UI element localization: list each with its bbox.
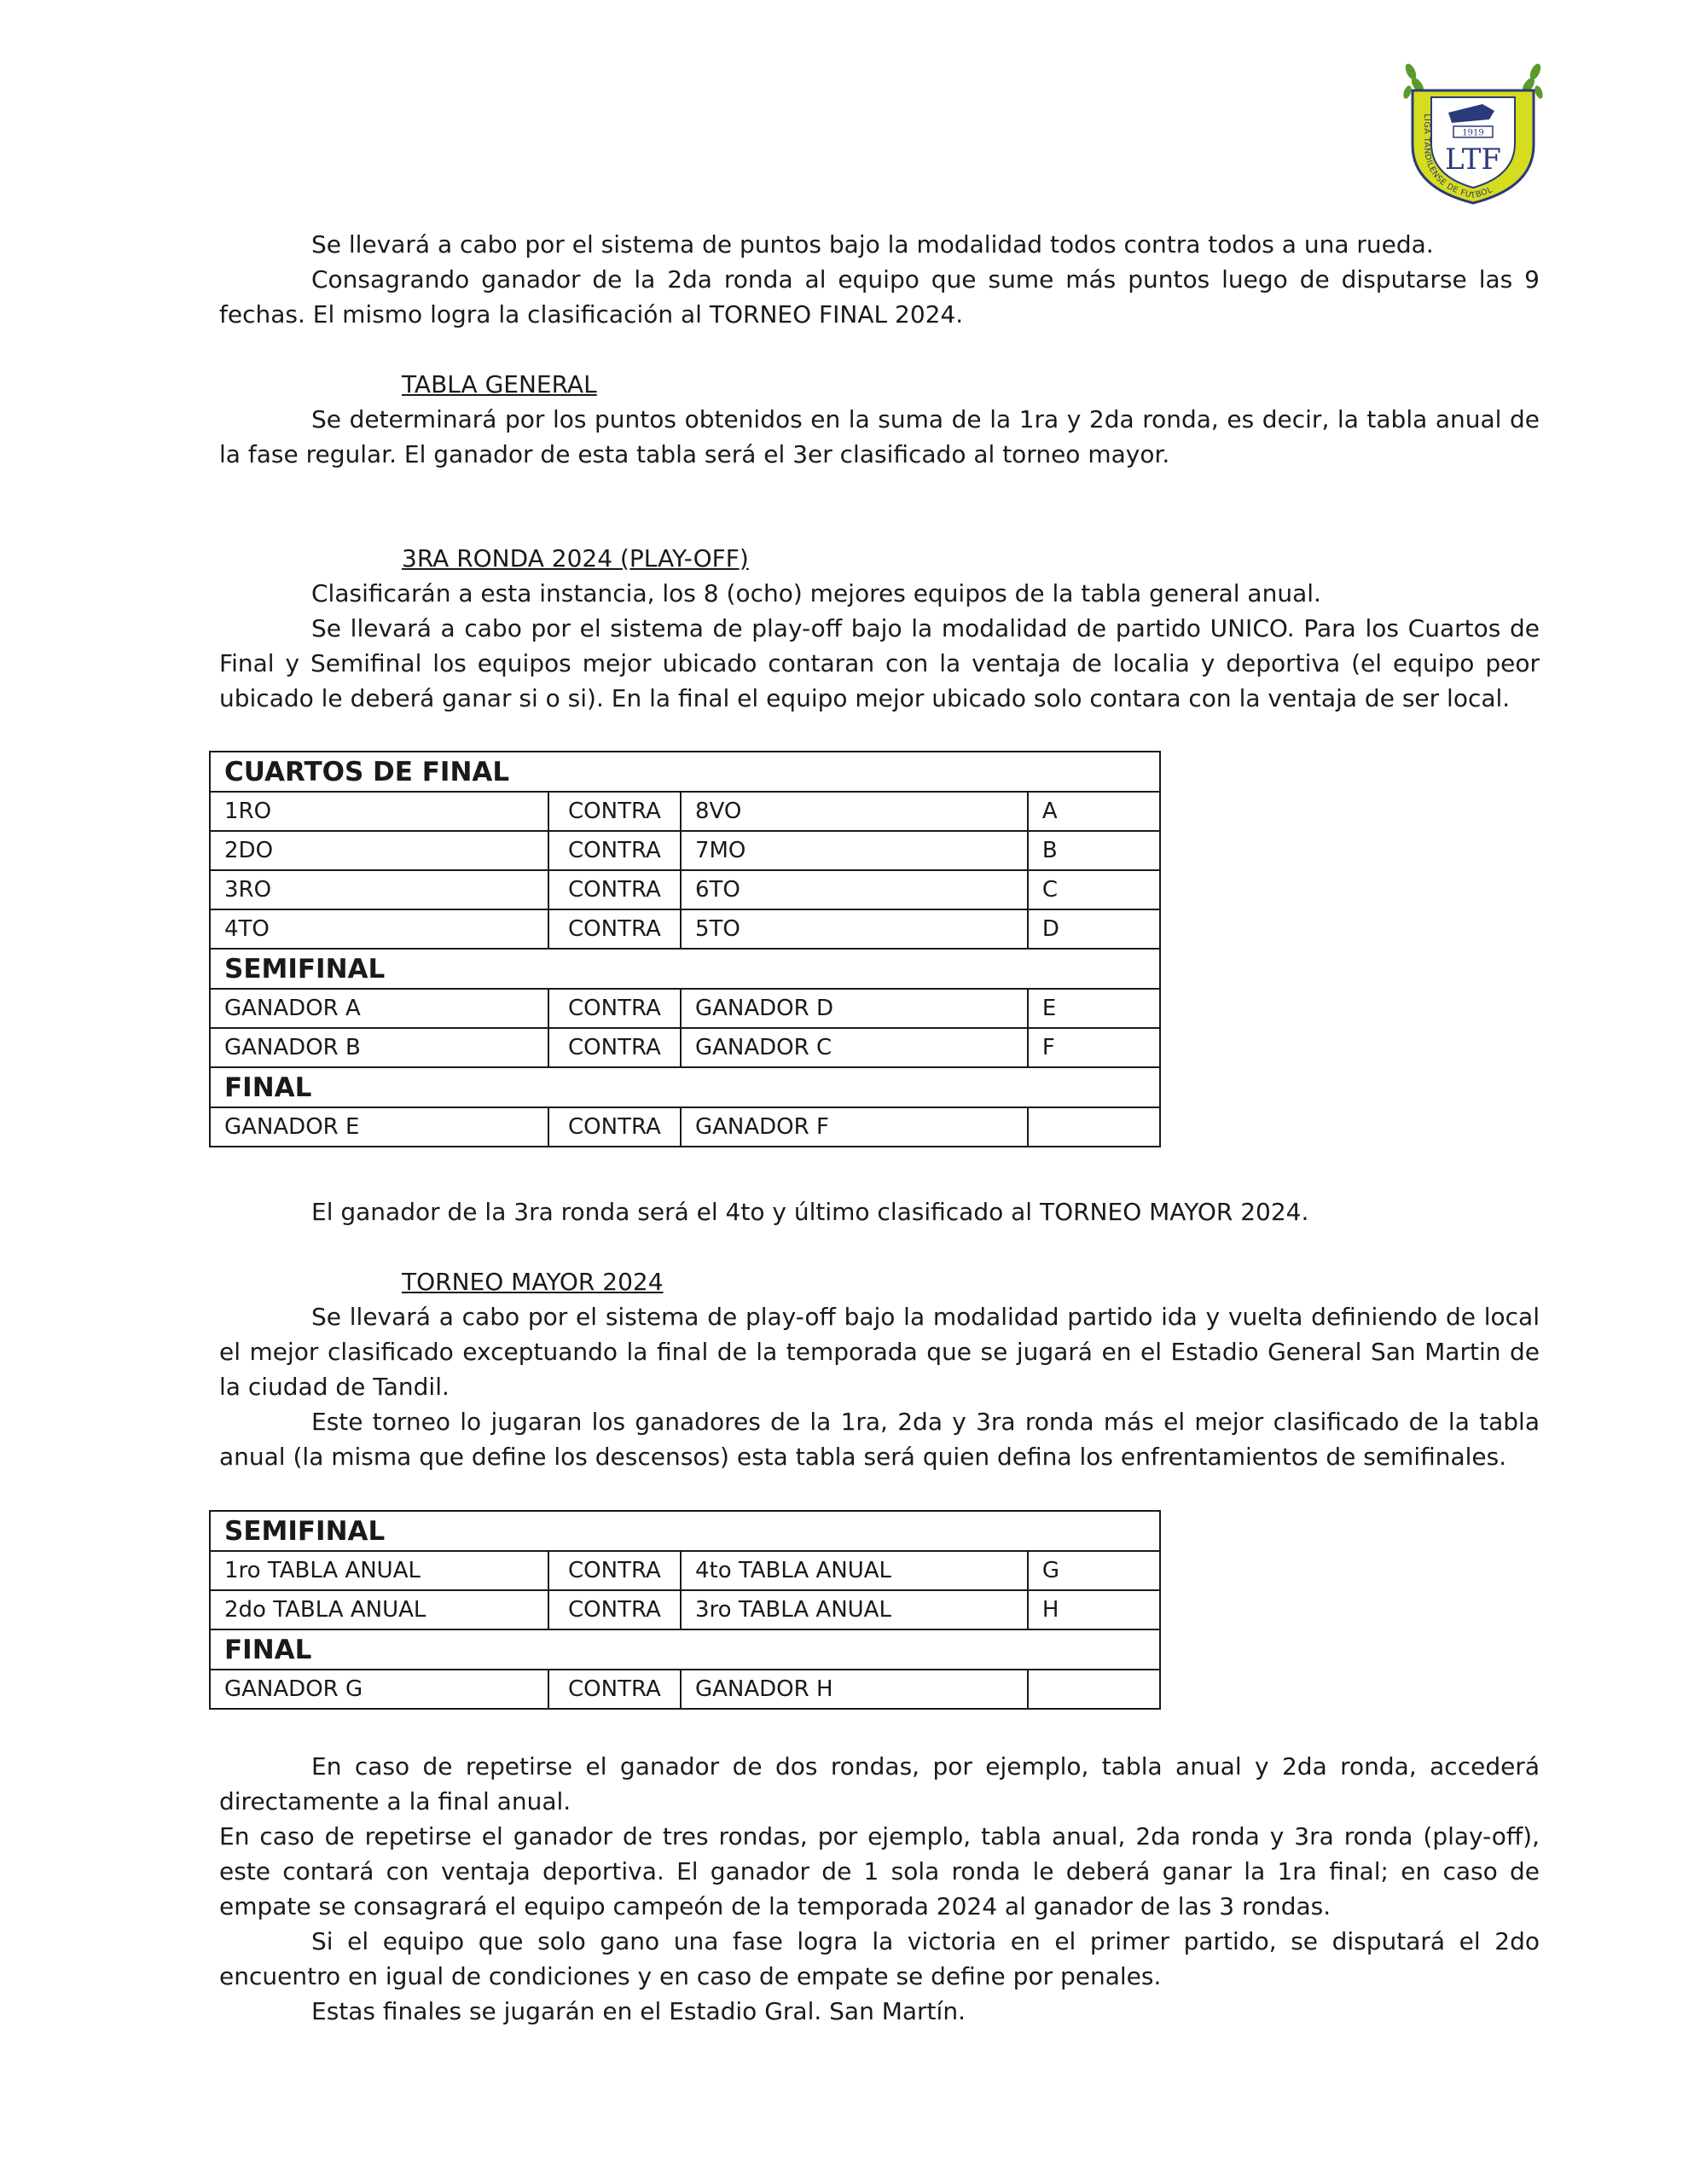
table-cell: F <box>1028 1028 1160 1067</box>
table-cell: 1ro TABLA ANUAL <box>210 1551 548 1590</box>
table-cell: GANADOR F <box>681 1107 1028 1147</box>
table-cell: 2do TABLA ANUAL <box>210 1590 548 1629</box>
table-section-title: SEMIFINAL <box>210 1511 1160 1551</box>
paragraph: Se llevará a cabo por el sistema de play-off bajo la modalidad partido ida y vuelta definiendo de local el mejor clasificado exceptuando la final de la temporada que se jugará en el Estadio General San Martin de la ciudad de Tandil. <box>219 1303 1540 1401</box>
table-cell: CONTRA <box>548 1107 681 1147</box>
table-cell: GANADOR A <box>210 989 548 1028</box>
second-round-section <box>219 227 1540 332</box>
table-cell: 4TO <box>210 909 548 949</box>
table-cell: GANADOR D <box>681 989 1028 1028</box>
closing-section <box>219 1749 1540 2029</box>
table-section-title: FINAL <box>210 1629 1160 1670</box>
section-heading: TABLA GENERAL <box>402 370 597 398</box>
paragraph: Este torneo lo jugaran los ganadores de la 1ra, 2da y 3ra ronda más el mejor clasificado de la tabla anual (la misma que define los descensos) esta tabla será quien defina los enfrentamientos de semifinales. <box>219 1408 1540 1471</box>
table-row <box>210 989 1160 1028</box>
paragraph: Se llevará a cabo por el sistema de puntos bajo la modalidad todos contra todos a una rueda. <box>311 230 1434 258</box>
section-heading: 3RA RONDA 2024 (PLAY-OFF) <box>402 544 749 572</box>
table-cell: CONTRA <box>548 870 681 909</box>
table-cell: GANADOR H <box>681 1670 1028 1709</box>
table-cell: D <box>1028 909 1160 949</box>
table-row <box>210 1107 1160 1147</box>
logo-monogram: LTF <box>1444 142 1502 177</box>
table-row <box>210 831 1160 870</box>
table-section-title: CUARTOS DE FINAL <box>210 752 1160 792</box>
table-row <box>210 909 1160 949</box>
table-cell: 7MO <box>681 831 1028 870</box>
table-cell: CONTRA <box>548 1551 681 1590</box>
table-cell: CONTRA <box>548 1028 681 1067</box>
section-heading: TORNEO MAYOR 2024 <box>402 1268 664 1296</box>
torneo-mayor-table <box>209 1510 1161 1710</box>
ltf-logo <box>1401 60 1546 205</box>
table-cell: 3ro TABLA ANUAL <box>681 1590 1028 1629</box>
table-cell: H <box>1028 1590 1160 1629</box>
table-cell: 6TO <box>681 870 1028 909</box>
table-row <box>210 870 1160 909</box>
paragraph: Se determinará por los puntos obtenidos en la suma de la 1ra y 2da ronda, es decir, la tabla anual de la fase regular. El ganador de esta tabla será el 3er clasificado al torneo mayor. <box>219 405 1540 468</box>
table-section-title: SEMIFINAL <box>210 949 1160 989</box>
table-cell: GANADOR G <box>210 1670 548 1709</box>
table-cell: CONTRA <box>548 1670 681 1709</box>
table-cell: CONTRA <box>548 792 681 831</box>
third-round-winner-note <box>219 1194 1540 1229</box>
third-round-section <box>219 541 1540 716</box>
table-cell: GANADOR B <box>210 1028 548 1067</box>
table-cell <box>1028 1670 1160 1709</box>
paragraph: Clasificarán a esta instancia, los 8 (ocho) mejores equipos de la tabla general anual. <box>311 579 1321 607</box>
table-cell: GANADOR E <box>210 1107 548 1147</box>
table-row <box>210 792 1160 831</box>
torneo-mayor-section <box>219 1264 1540 1474</box>
table-cell: GANADOR C <box>681 1028 1028 1067</box>
table-row <box>210 1590 1160 1629</box>
playoff-bracket-table <box>209 751 1161 1147</box>
paragraph: En caso de repetirse el ganador de tres rondas, por ejemplo, tabla anual, 2da ronda y 3ra ronda (play-off), este contará con ventaja deportiva. El ganador de 1 sola ronda le deberá ganar la 1ra final; en caso de empate se consagrará el equipo campeón de la temporada 2024 al ganador de las 3 rondas. <box>219 1822 1540 1920</box>
paragraph: Se llevará a cabo por el sistema de play-off bajo la modalidad de partido UNICO. Para los Cuartos de Final y Semifinal los equipos mejor ubicado contaran con la ventaja de localia y deportiva (el equipo peor ubicado le deberá ganar si o si). En la final el equipo mejor ubicado solo contara con la ventaja de ser local. <box>219 614 1540 712</box>
table-cell: 4to TABLA ANUAL <box>681 1551 1028 1590</box>
table-row <box>210 1028 1160 1067</box>
tabla-general-section <box>219 367 1540 472</box>
table-cell: CONTRA <box>548 1590 681 1629</box>
table-section-title: FINAL <box>210 1067 1160 1107</box>
table-cell: 5TO <box>681 909 1028 949</box>
logo-year: 1919 <box>1462 128 1484 138</box>
table-cell: C <box>1028 870 1160 909</box>
table-cell: G <box>1028 1551 1160 1590</box>
table-cell: CONTRA <box>548 831 681 870</box>
table-cell: B <box>1028 831 1160 870</box>
table-cell: 3RO <box>210 870 548 909</box>
paragraph: Si el equipo que solo gano una fase logra la victoria en el primer partido, se disputará el 2do encuentro en igual de condiciones y en caso de empate se define por penales. <box>219 1927 1540 1990</box>
paragraph: Consagrando ganador de la 2da ronda al equipo que sume más puntos luego de disputarse las 9 fechas. El mismo logra la clasificación al TORNEO FINAL 2024. <box>219 265 1540 328</box>
paragraph: Estas finales se jugarán en el Estadio Gral. San Martín. <box>311 1997 966 2025</box>
ltf-shield-icon <box>1401 60 1546 205</box>
paragraph: El ganador de la 3ra ronda será el 4to y último clasificado al TORNEO MAYOR 2024. <box>311 1198 1309 1226</box>
table-cell: 1RO <box>210 792 548 831</box>
paragraph: En caso de repetirse el ganador de dos rondas, por ejemplo, tabla anual y 2da ronda, accederá directamente a la final anual. <box>219 1752 1540 1815</box>
table-cell: E <box>1028 989 1160 1028</box>
table-row <box>210 1551 1160 1590</box>
table-cell: CONTRA <box>548 909 681 949</box>
table-cell: A <box>1028 792 1160 831</box>
table-cell: CONTRA <box>548 989 681 1028</box>
table-cell: 2DO <box>210 831 548 870</box>
logo-club-name: LIGA TANDILENSE DE FUTBOL <box>1421 113 1494 201</box>
table-cell <box>1028 1107 1160 1147</box>
table-cell: 8VO <box>681 792 1028 831</box>
table-row <box>210 1670 1160 1709</box>
